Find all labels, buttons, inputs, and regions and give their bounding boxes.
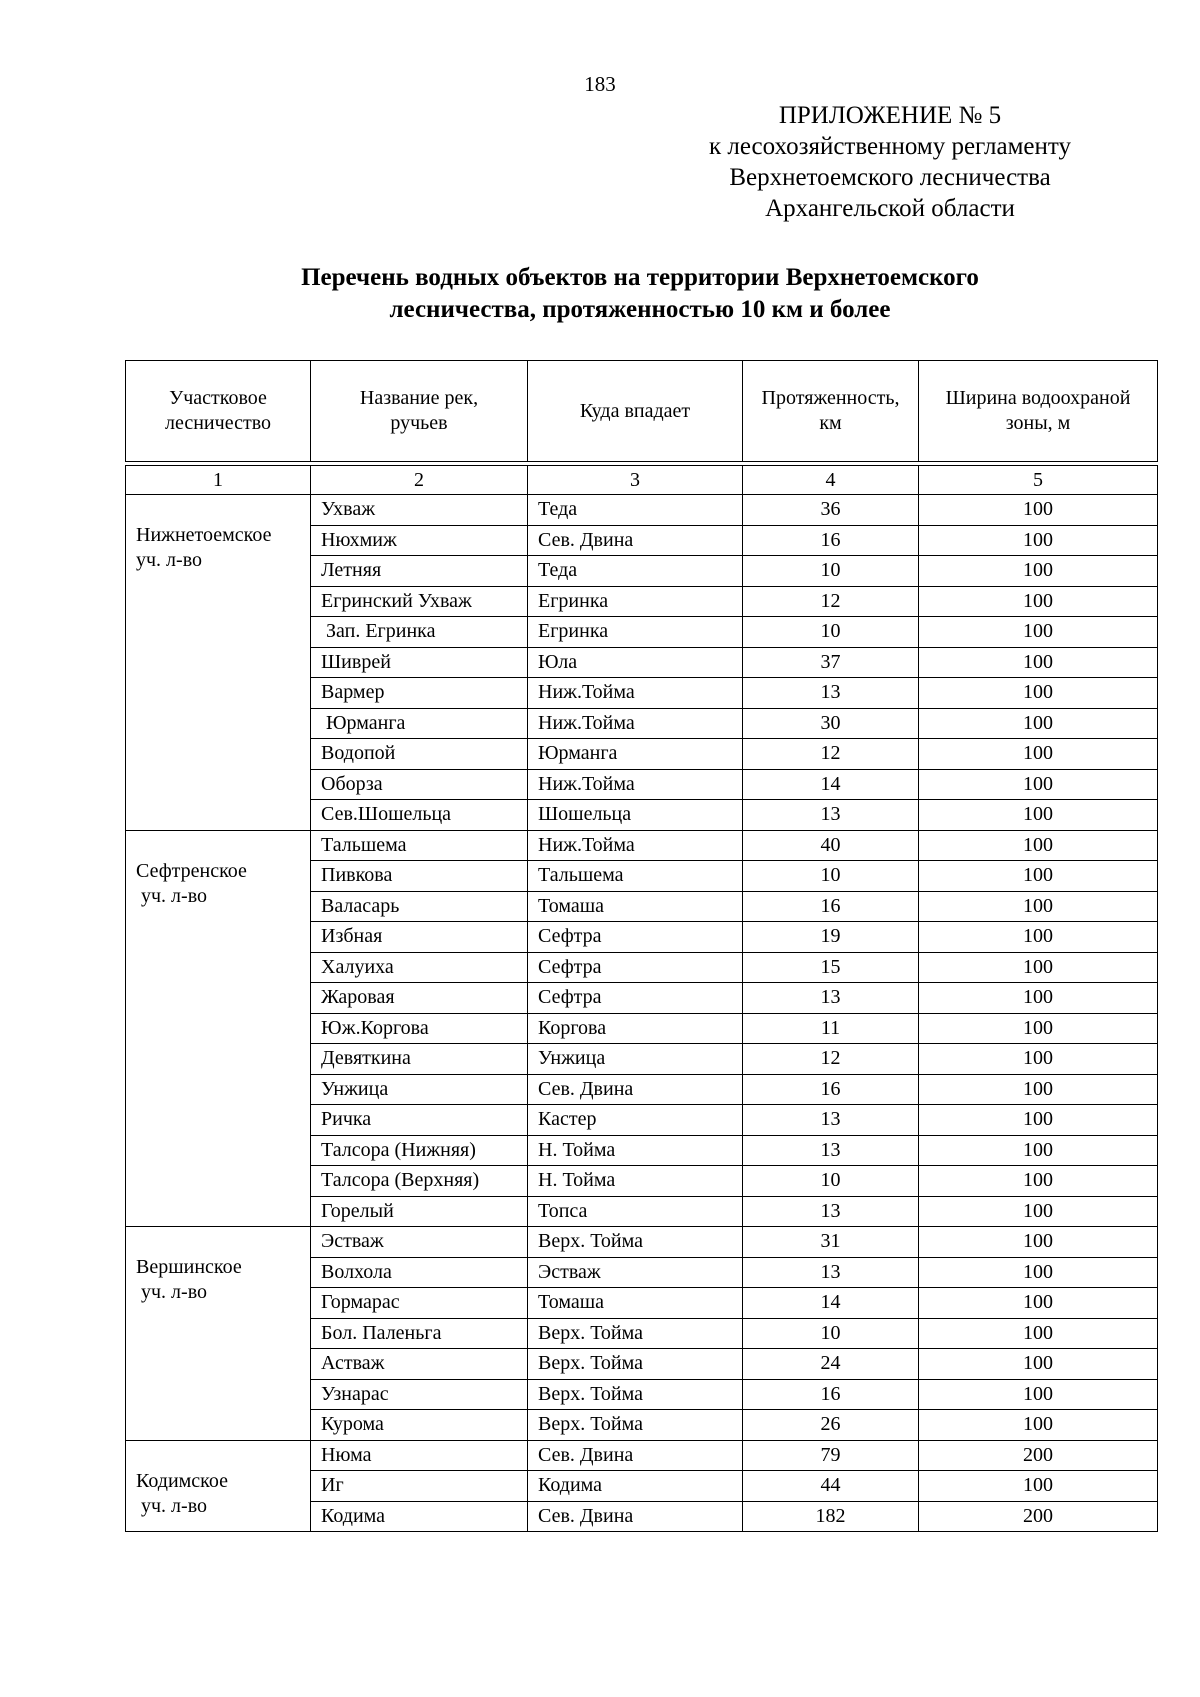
length-cell: 79	[743, 1440, 919, 1471]
mouth-cell: Верх. Тойма	[528, 1318, 743, 1349]
river-name-cell: Ухваж	[311, 495, 528, 526]
zone-width-cell: 100	[919, 1166, 1158, 1197]
river-name-cell: Горелый	[311, 1196, 528, 1227]
length-cell: 182	[743, 1501, 919, 1532]
document-title-line-2: лесничества, протяженностью 10 км и более	[389, 296, 891, 323]
mouth-cell: Сефтра	[528, 952, 743, 983]
length-cell: 13	[743, 1257, 919, 1288]
length-cell: 10	[743, 617, 919, 648]
mouth-cell: Томаша	[528, 891, 743, 922]
table-header-row	[126, 361, 1158, 462]
river-name-cell: Жаровая	[311, 983, 528, 1014]
length-cell: 13	[743, 1105, 919, 1136]
mouth-cell: Эстваж	[528, 1257, 743, 1288]
length-cell: 24	[743, 1349, 919, 1380]
zone-width-cell: 100	[919, 617, 1158, 648]
mouth-cell: Ниж.Тойма	[528, 769, 743, 800]
table-row	[126, 495, 1158, 526]
length-cell: 30	[743, 708, 919, 739]
mouth-cell: Сев. Двина	[528, 525, 743, 556]
mouth-cell: Юла	[528, 647, 743, 678]
length-cell: 12	[743, 739, 919, 770]
zone-width-cell: 100	[919, 769, 1158, 800]
mouth-cell: Теда	[528, 495, 743, 526]
table-row	[126, 1440, 1158, 1471]
mouth-cell: Сев. Двина	[528, 1074, 743, 1105]
column-number: 4	[743, 466, 919, 495]
zone-width-cell: 100	[919, 1135, 1158, 1166]
river-name-cell: Талсора (Нижняя)	[311, 1135, 528, 1166]
river-name-cell: Девяткина	[311, 1044, 528, 1075]
document-title	[160, 262, 1120, 326]
zone-width-cell: 100	[919, 1227, 1158, 1258]
length-cell: 13	[743, 1196, 919, 1227]
water-bodies-table	[125, 360, 1158, 1532]
mouth-cell: Сев. Двина	[528, 1440, 743, 1471]
zone-width-cell: 100	[919, 891, 1158, 922]
river-name-cell: Иг	[311, 1471, 528, 1502]
zone-width-cell: 100	[919, 678, 1158, 709]
mouth-cell: Шошельца	[528, 800, 743, 831]
mouth-cell: Н. Тойма	[528, 1135, 743, 1166]
zone-width-cell: 100	[919, 1379, 1158, 1410]
appendix-number: ПРИЛОЖЕНИЕ № 5	[778, 102, 1002, 129]
mouth-cell: Теда	[528, 556, 743, 587]
district-name-line: Вершинское	[136, 1256, 242, 1278]
river-name-cell: Ричка	[311, 1105, 528, 1136]
mouth-cell: Егринка	[528, 617, 743, 648]
district-cell	[126, 1227, 311, 1441]
river-name-cell: Эстваж	[311, 1227, 528, 1258]
zone-width-cell: 100	[919, 952, 1158, 983]
zone-width-cell: 100	[919, 739, 1158, 770]
length-cell: 14	[743, 769, 919, 800]
length-cell: 16	[743, 1379, 919, 1410]
column-number: 3	[528, 466, 743, 495]
length-cell: 19	[743, 922, 919, 953]
length-cell: 44	[743, 1471, 919, 1502]
length-cell: 14	[743, 1288, 919, 1319]
mouth-cell: Юрманга	[528, 739, 743, 770]
appendix-line-regulation: к лесохозяйственному регламенту	[708, 133, 1072, 160]
length-cell: 13	[743, 983, 919, 1014]
mouth-cell: Сефтра	[528, 922, 743, 953]
district-cell	[126, 495, 311, 831]
mouth-cell: Верх. Тойма	[528, 1379, 743, 1410]
length-cell: 16	[743, 1074, 919, 1105]
appendix-heading	[660, 100, 1120, 224]
length-cell: 26	[743, 1410, 919, 1441]
length-cell: 10	[743, 1318, 919, 1349]
district-cell	[126, 1440, 311, 1532]
zone-width-cell: 100	[919, 983, 1158, 1014]
zone-width-cell: 100	[919, 586, 1158, 617]
length-cell: 15	[743, 952, 919, 983]
table-row	[126, 830, 1158, 861]
zone-width-cell: 100	[919, 708, 1158, 739]
river-name-cell: Юрманга	[311, 708, 528, 739]
zone-width-cell: 100	[919, 1013, 1158, 1044]
district-name-line: уч. л-во	[136, 1494, 208, 1517]
mouth-cell: Кодима	[528, 1471, 743, 1502]
mouth-cell: Ниж.Тойма	[528, 708, 743, 739]
river-name-cell: Гормарас	[311, 1288, 528, 1319]
zone-width-cell: 100	[919, 1410, 1158, 1441]
zone-width-cell: 200	[919, 1501, 1158, 1532]
length-cell: 12	[743, 1044, 919, 1075]
length-cell: 13	[743, 1135, 919, 1166]
zone-width-cell: 100	[919, 800, 1158, 831]
table-body	[126, 495, 1158, 1532]
river-name-cell: Зап. Егринка	[311, 617, 528, 648]
length-cell: 12	[743, 586, 919, 617]
zone-width-cell: 100	[919, 647, 1158, 678]
mouth-cell: Тальшема	[528, 861, 743, 892]
zone-width-cell: 100	[919, 1044, 1158, 1075]
mouth-cell: Кастер	[528, 1105, 743, 1136]
zone-width-cell: 100	[919, 1288, 1158, 1319]
header-river-name: Название рек, ручьев	[311, 361, 528, 462]
zone-width-cell: 200	[919, 1440, 1158, 1471]
river-name-cell: Избная	[311, 922, 528, 953]
river-name-cell: Валасарь	[311, 891, 528, 922]
zone-width-cell: 100	[919, 525, 1158, 556]
length-cell: 16	[743, 891, 919, 922]
river-name-cell: Тальшема	[311, 830, 528, 861]
river-name-cell: Водопой	[311, 739, 528, 770]
document-title-line-1: Перечень водных объектов на территории Верхнетоемского	[301, 264, 979, 291]
river-name-cell: Нюхмиж	[311, 525, 528, 556]
river-name-cell: Пивкова	[311, 861, 528, 892]
mouth-cell: Топса	[528, 1196, 743, 1227]
mouth-cell: Верх. Тойма	[528, 1227, 743, 1258]
mouth-cell: Егринка	[528, 586, 743, 617]
river-name-cell: Сев.Шошельца	[311, 800, 528, 831]
header-district: Участковое лесничество	[126, 361, 311, 462]
length-cell: 10	[743, 1166, 919, 1197]
mouth-cell: Ниж.Тойма	[528, 678, 743, 709]
column-number-row	[126, 466, 1158, 495]
zone-width-cell: 100	[919, 1257, 1158, 1288]
length-cell: 31	[743, 1227, 919, 1258]
river-name-cell: Талсора (Верхняя)	[311, 1166, 528, 1197]
length-cell: 11	[743, 1013, 919, 1044]
river-name-cell: Шиврей	[311, 647, 528, 678]
mouth-cell: Сефтра	[528, 983, 743, 1014]
river-name-cell: Унжица	[311, 1074, 528, 1105]
mouth-cell: Верх. Тойма	[528, 1349, 743, 1380]
river-name-cell: Волхола	[311, 1257, 528, 1288]
mouth-cell: Сев. Двина	[528, 1501, 743, 1532]
header-zone-width: Ширина водоохраной зоны, м	[919, 361, 1158, 462]
appendix-line-region: Архангельской области	[765, 195, 1015, 222]
district-name-line: Нижнетоемское	[136, 524, 272, 546]
river-name-cell: Курома	[311, 1410, 528, 1441]
column-number: 1	[126, 466, 311, 495]
river-name-cell: Нюма	[311, 1440, 528, 1471]
district-name-line: Сефтренское	[136, 859, 247, 882]
river-name-cell: Егринский Ухваж	[311, 586, 528, 617]
length-cell: 16	[743, 525, 919, 556]
length-cell: 10	[743, 556, 919, 587]
zone-width-cell: 100	[919, 1196, 1158, 1227]
zone-width-cell: 100	[919, 1349, 1158, 1380]
district-name-line: уч. л-во	[136, 549, 203, 571]
zone-width-cell: 100	[919, 556, 1158, 587]
district-name-line: уч. л-во	[136, 884, 208, 907]
zone-width-cell: 100	[919, 861, 1158, 892]
river-name-cell: Вармер	[311, 678, 528, 709]
column-number: 2	[311, 466, 528, 495]
district-name-line: Кодимское	[136, 1469, 229, 1492]
district-cell	[126, 830, 311, 1227]
zone-width-cell: 100	[919, 1471, 1158, 1502]
river-name-cell: Юж.Коргова	[311, 1013, 528, 1044]
page-number: 183	[584, 72, 616, 96]
mouth-cell: Коргова	[528, 1013, 743, 1044]
zone-width-cell: 100	[919, 1074, 1158, 1105]
district-name-line: уч. л-во	[136, 1281, 208, 1303]
river-name-cell: Кодима	[311, 1501, 528, 1532]
mouth-cell: Верх. Тойма	[528, 1410, 743, 1441]
mouth-cell: Н. Тойма	[528, 1166, 743, 1197]
length-cell: 37	[743, 647, 919, 678]
zone-width-cell: 100	[919, 495, 1158, 526]
river-name-cell: Астваж	[311, 1349, 528, 1380]
river-name-cell: Узнарас	[311, 1379, 528, 1410]
mouth-cell: Ниж.Тойма	[528, 830, 743, 861]
zone-width-cell: 100	[919, 830, 1158, 861]
mouth-cell: Унжица	[528, 1044, 743, 1075]
appendix-line-forestry: Верхнетоемского лесничества	[729, 164, 1051, 191]
zone-width-cell: 100	[919, 1105, 1158, 1136]
river-name-cell: Халуиха	[311, 952, 528, 983]
length-cell: 36	[743, 495, 919, 526]
zone-width-cell: 100	[919, 922, 1158, 953]
zone-width-cell: 100	[919, 1318, 1158, 1349]
header-length: Протяженность, км	[743, 361, 919, 462]
length-cell: 13	[743, 800, 919, 831]
river-name-cell: Бол. Паленьга	[311, 1318, 528, 1349]
river-name-cell: Летняя	[311, 556, 528, 587]
river-name-cell: Оборза	[311, 769, 528, 800]
length-cell: 40	[743, 830, 919, 861]
length-cell: 13	[743, 678, 919, 709]
table-row	[126, 1227, 1158, 1258]
length-cell: 10	[743, 861, 919, 892]
header-mouth: Куда впадает	[528, 361, 743, 462]
mouth-cell: Томаша	[528, 1288, 743, 1319]
column-number: 5	[919, 466, 1158, 495]
